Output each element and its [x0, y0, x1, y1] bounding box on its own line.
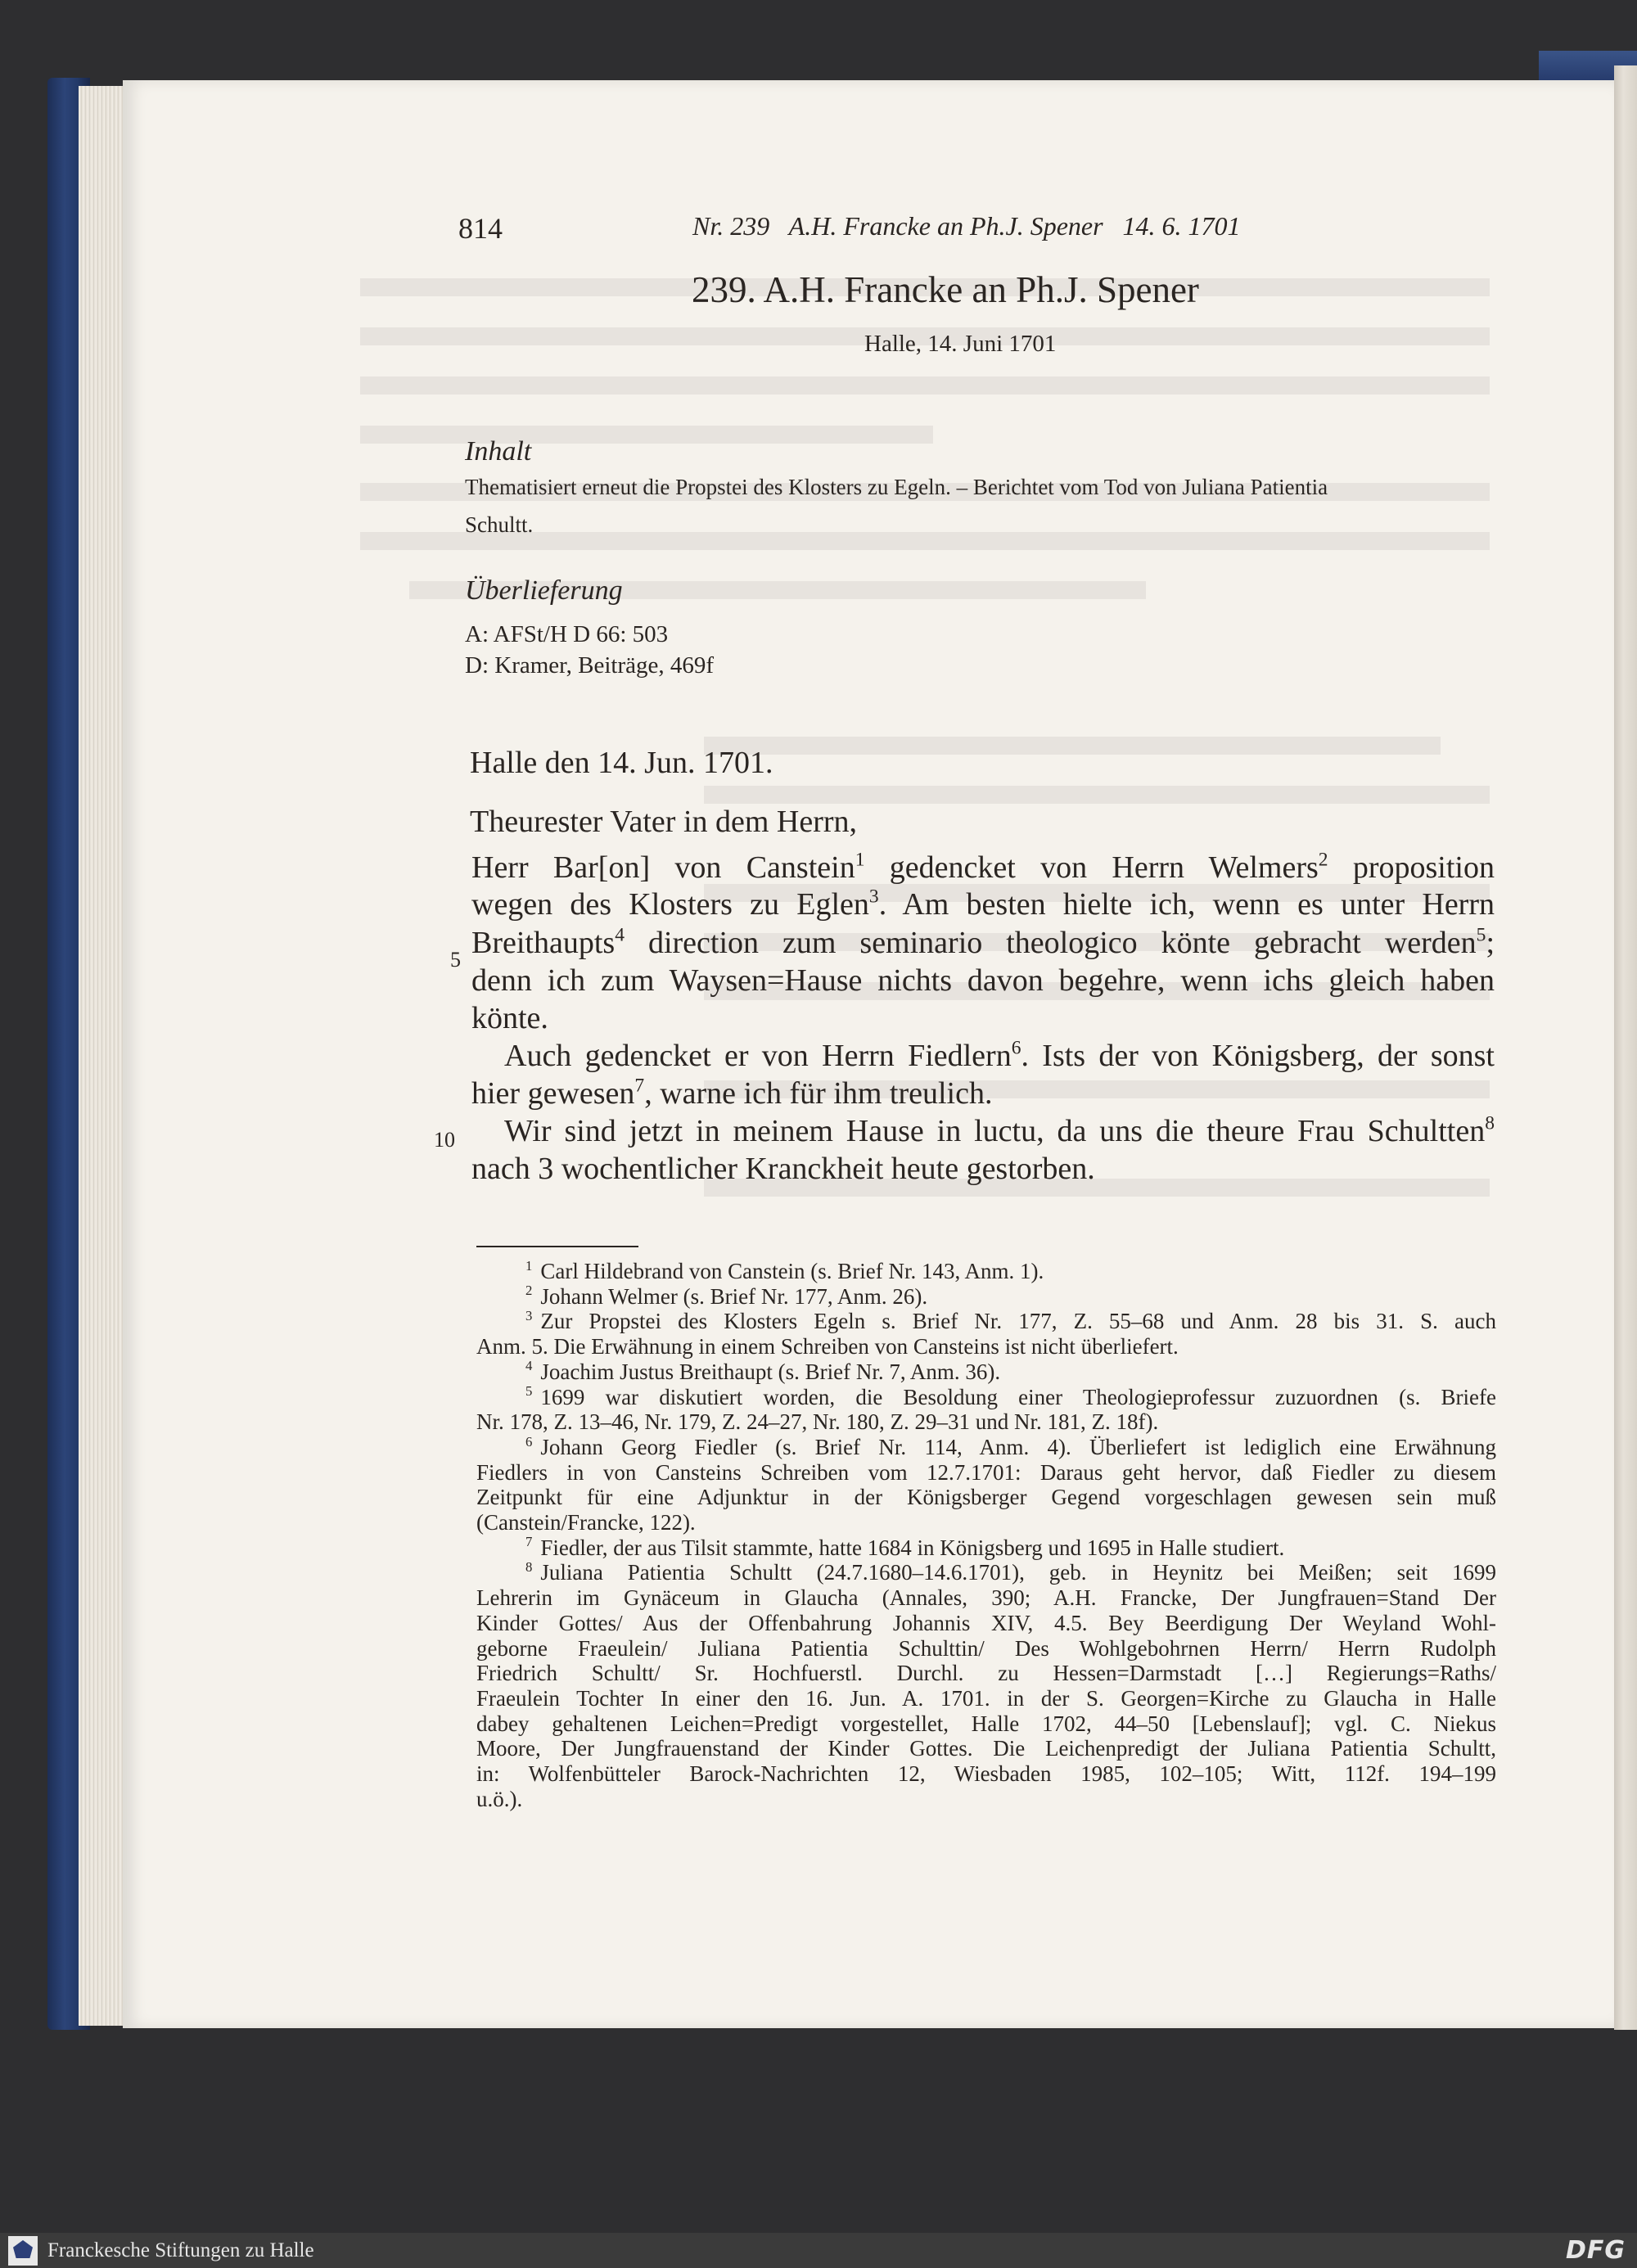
- footnote-line: Lehrerin im Gynäceum in Glaucha (Annales, 390; A.H. Francke, Der Jungfrauen=Stand Der: [476, 1585, 1496, 1611]
- footnote-line: in: Wolfenbütteler Barock-Nachrichten 12, Wiesbaden 1985, 102–105; Witt, 112f. 194–199: [476, 1761, 1496, 1786]
- inhalt-summary-line-1: Thematisiert erneut die Propstei des Klosters zu Egeln. – Berichtet vom Tod von Juliana Patientia: [465, 475, 1328, 499]
- page-block-edges: [79, 86, 128, 2026]
- footnote-number: 3: [525, 1308, 533, 1324]
- line-number: 5: [450, 948, 461, 972]
- letter-text-line: denn ich zum Waysen=Hause nichts davon begehre, wenn ichs gleich haben: [471, 963, 1495, 998]
- footer-funder-logo: DFG: [1565, 2236, 1626, 2265]
- footnote-ref: 5: [1476, 924, 1486, 946]
- footnote-line: $^3$ Zur Propstei des Klosters Egeln s. Brief Nr. 177, Z. 55–68 und Anm. 28 bis 31. S. auch: [525, 1308, 1496, 1334]
- footnote-line: Friedrich Schultt/ Sr. Hochfuerstl. Durchl. zu Hessen=Darmstadt […] Regierungs=Raths/: [476, 1661, 1496, 1686]
- page-number: 814: [458, 212, 503, 245]
- footnote-number: 8: [525, 1559, 533, 1576]
- section-heading-ueberlieferung: Überlieferung: [465, 575, 623, 606]
- letter-text-line: könte.: [471, 1001, 548, 1035]
- running-head: Nr. 239 A.H. Francke an Ph.J. Spener 14. 6. 1701: [692, 211, 1241, 241]
- footnote-ref: 8: [1485, 1112, 1495, 1134]
- footnote-ref: 4: [615, 924, 625, 946]
- footnote-number: 6: [525, 1433, 533, 1450]
- letter-text-line: hier gewesen$^7$, warne ich für ihm treulich.: [471, 1075, 993, 1111]
- footnote-line: $^6$ Johann Georg Fiedler (s. Brief Nr. 114, Anm. 4). Überliefert ist lediglich eine Erwähnung: [525, 1433, 1496, 1459]
- footnote-ref: 7: [634, 1075, 645, 1097]
- footnote-line: Nr. 178, Z. 13–46, Nr. 179, Z. 24–27, Nr. 180, Z. 29–31 und Nr. 181, Z. 18f).: [476, 1409, 1159, 1435]
- footnote-ref: 3: [868, 886, 879, 908]
- footnote-line: Moore, Der Jungfrauenstand der Kinder Gottes. Die Leichenpredigt der Juliana Patientia Schultt,: [476, 1736, 1496, 1761]
- letter-title: 239. A.H. Francke an Ph.J. Spener: [692, 269, 1199, 310]
- footnote-line: geborne Fraeulein/ Juliana Patientia Schulttin/ Des Wohlgebohrnen Herrn/ Herrn Rudolph: [476, 1635, 1496, 1661]
- section-heading-inhalt: Inhalt: [465, 436, 532, 467]
- footer-institution-name: Franckesche Stiftungen zu Halle: [47, 2239, 314, 2261]
- letter-text-line: Wir sind jetzt in meinem Hause in luctu, da uns die theure Frau Schultten$^8$: [504, 1112, 1495, 1148]
- letter-text-line: nach 3 wochentlicher Kranckheit heute gestorben.: [471, 1152, 1095, 1186]
- letter-text-line: Breithaupts$^4$ direction zum seminario theologico könte gebracht werden$^5$;: [471, 924, 1495, 960]
- footnote-line: Fraeulein Tochter In einer den 16. Jun. A. 1701. in der S. Georgen=Kirche zu Glaucha in Halle: [476, 1685, 1496, 1711]
- footnote-number: 4: [525, 1358, 533, 1374]
- letter-text-line: Herr Bar[on] von Canstein$^1$ gedencket von Herrn Welmers$^2$ proposition: [471, 849, 1495, 885]
- footnote-number: 1: [525, 1257, 533, 1274]
- footnote-number: 7: [525, 1534, 533, 1550]
- footnote-line: (Canstein/Francke, 122).: [476, 1510, 696, 1535]
- source-d: D: Kramer, Beiträge, 469f: [465, 652, 715, 679]
- footnote-line: u.ö.).: [476, 1786, 523, 1811]
- letter-dateline: Halle den 14. Jun. 1701.: [470, 746, 773, 780]
- footnote-number: 5: [525, 1383, 533, 1400]
- letter-text-line: Auch gedencket er von Herrn Fiedlern$^6$. Ists der von Königsberg, der sonst: [504, 1037, 1495, 1073]
- letter-salutation: Theurester Vater in dem Herrn,: [470, 805, 858, 839]
- footnote-ref: 6: [1011, 1037, 1021, 1059]
- footnote-line: $^5$ 1699 war diskutiert worden, die Besoldung einer Theologieprofessur zuzuordnen (s. Briefe: [525, 1383, 1496, 1409]
- facing-page-edge: [1614, 65, 1637, 2030]
- footnote-line: Zeitpunkt für eine Adjunktur in der Königsberger Gegend vorgeschlagen gewesen sein muß: [476, 1485, 1496, 1510]
- footnote-line: Fiedlers in von Cansteins Schreiben vom 12.7.1701: Daraus geht hervor, daß Fiedler zu diesem: [476, 1459, 1496, 1485]
- footnote-line: dabey gehaltenen Leichen=Predigt vorgestellet, Halle 1702, 44–50 [Lebenslauf]; vgl. C. Niekus: [476, 1711, 1496, 1736]
- footnote-line: $^1$ Carl Hildebrand von Canstein (s. Brief Nr. 143, Anm. 1).: [525, 1257, 1044, 1283]
- footnote-ref: 2: [1318, 849, 1328, 871]
- inhalt-summary-line-2: Schultt.: [465, 512, 534, 537]
- letter-text-line: wegen des Klosters zu Eglen$^3$. Am besten hielte ich, wenn es unter Herrn: [471, 886, 1495, 922]
- footnote-ref: 1: [855, 849, 865, 871]
- footnote-line: $^7$ Fiedler, der aus Tilsit stammte, hatte 1684 in Königsberg und 1695 in Halle studiert.: [525, 1534, 1285, 1560]
- footnote-line: $^2$ Johann Welmer (s. Brief Nr. 177, Anm. 26).: [525, 1283, 928, 1309]
- institution-logo: [8, 2236, 38, 2266]
- footnote-line: Anm. 5. Die Erwähnung in einem Schreiben von Cansteins ist nicht überliefert.: [476, 1334, 1179, 1359]
- footnote-line: $^4$ Joachim Justus Breithaupt (s. Brief Nr. 7, Anm. 36).: [525, 1358, 1001, 1384]
- footnote-separator: [476, 1246, 638, 1247]
- footnote-line: Kinder Gottes/ Aus der Offenbahrung Johannis XIV, 4.5. Bey Beerdigung Der Weyland Wohl-: [476, 1610, 1496, 1635]
- source-a: A: AFSt/H D 66: 503: [465, 621, 669, 647]
- letter-place-date: Halle, 14. Juni 1701: [864, 331, 1057, 357]
- line-number: 10: [434, 1128, 455, 1152]
- footnote-number: 2: [525, 1283, 533, 1299]
- footnote-line: $^8$ Juliana Patientia Schultt (24.7.1680–14.6.1701), geb. in Heynitz bei Meißen; seit 1699: [525, 1559, 1496, 1585]
